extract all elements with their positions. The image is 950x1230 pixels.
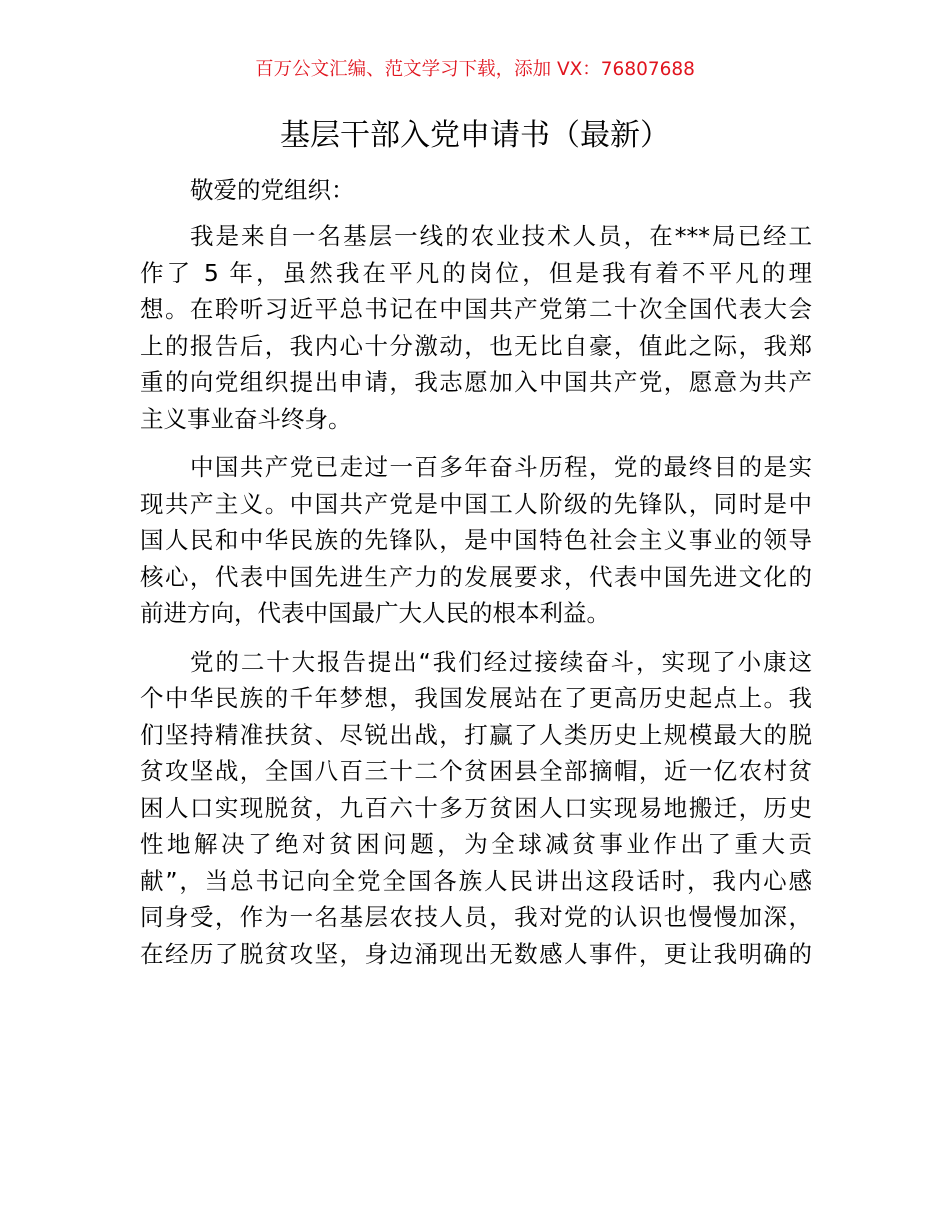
paragraph-line: 献”，当总书记向全党全国各族人民讲出这段话时，我内心感 — [140, 866, 812, 895]
paragraph-line: 前进方向，代表中国最广大人民的根本利益。 — [140, 599, 610, 627]
paragraph-line: 想。在聆听习近平总书记在中国共产党第二十次全国代表大会 — [140, 295, 812, 323]
paragraph-line: 作了 5 年，虽然我在平凡的岗位，但是我有着不平凡的理 — [140, 258, 812, 287]
paragraph-line: 重的向党组织提出申请，我志愿加入中国共产党，愿意为共产 — [140, 368, 812, 396]
paragraph-line: 核心，代表中国先进生产力的发展要求，代表中国先进文化的 — [140, 562, 812, 591]
paragraph-line: 中国共产党已走过一百多年奋斗历程，党的最终目的是实 — [190, 453, 812, 481]
promo-header-banner: 百万公文汇编、范文学习下载，添加 VX：76807688 — [255, 59, 695, 80]
paragraph-line: 主义事业奋斗终身。 — [140, 404, 352, 433]
paragraph-line: 同身受，作为一名基层农技人员，我对党的认识也慢慢加深， — [140, 903, 812, 931]
paragraph-line: 个中华民族的千年梦想，我国发展站在了更高历史起点上。我 — [140, 684, 812, 712]
paragraph-line: 性地解决了绝对贫困问题，为全球减贫事业作出了重大贡 — [140, 830, 812, 858]
paragraph-line: 现共产主义。中国共产党是中国工人阶级的先锋队，同时是中 — [140, 489, 812, 518]
paragraph-line: 党的二十大报告提出“我们经过接续奋斗，实现了小康这 — [190, 647, 812, 676]
paragraph-line: 在经历了脱贫攻坚，身边涌现出无数感人事件，更让我明确的 — [140, 939, 812, 968]
paragraph-1 — [140, 218, 812, 437]
paragraph-line: 们坚持精准扶贫、尽锐出战，打赢了人类历史上规模最大的脱 — [140, 720, 812, 749]
paragraph-3 — [140, 644, 812, 973]
paragraph-2 — [140, 449, 812, 632]
document-title: 基层干部入党申请书（最新） — [280, 118, 670, 153]
paragraph-line: 上的报告后，我内心十分激动，也无比自豪，值此之际，我郑 — [140, 331, 812, 360]
paragraph-line: 国人民和中华民族的先锋队，是中国特色社会主义事业的领导 — [140, 526, 812, 554]
document-body — [140, 168, 812, 972]
salutation: 敬爱的党组织： — [190, 176, 355, 204]
paragraph-line: 贫攻坚战，全国八百三十二个贫困县全部摘帽，近一亿农村贫 — [140, 757, 812, 785]
paragraph-line: 困人口实现脱贫，九百六十多万贫困人口实现易地搬迁，历史 — [140, 793, 812, 822]
paragraph-line: 我是来自一名基层一线的农业技术人员，在***局已经工 — [190, 222, 812, 250]
